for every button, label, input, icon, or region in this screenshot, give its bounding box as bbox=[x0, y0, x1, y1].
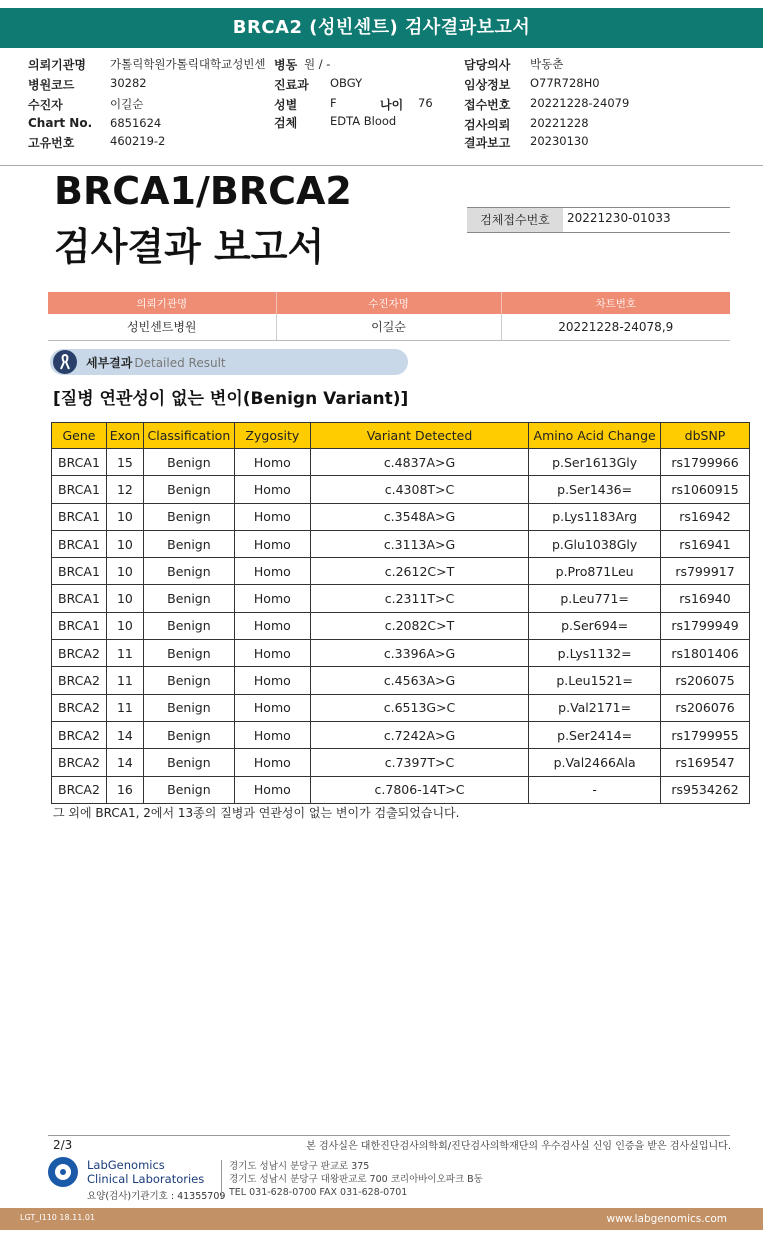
report-title-line1: BRCA1/BRCA2 bbox=[54, 169, 352, 213]
table-cell: rs1060915 bbox=[661, 476, 750, 503]
table-cell: c.4837A>G bbox=[310, 449, 528, 476]
table-cell: p.Ser694= bbox=[529, 612, 661, 639]
table-cell: rs206076 bbox=[661, 694, 750, 721]
doctor-label: 담당의사 bbox=[464, 58, 511, 72]
chart-value: 6851624 bbox=[110, 116, 162, 130]
hospital-code-value: 30282 bbox=[110, 76, 147, 90]
section-title-en: Detailed Result bbox=[134, 356, 226, 370]
table-cell: BRCA1 bbox=[52, 476, 107, 503]
address-line2: 경기도 성남시 분당구 대왕판교로 700 코리아바이오파크 B동 bbox=[229, 1174, 483, 1185]
patient-table-header: 의뢰기관명 bbox=[48, 292, 276, 314]
table-cell: BRCA1 bbox=[52, 558, 107, 585]
unique-label: 고유번호 bbox=[28, 136, 75, 150]
table-cell: Homo bbox=[234, 530, 310, 557]
table-cell: BRCA1 bbox=[52, 585, 107, 612]
section-title-ko: 세부결과 bbox=[86, 356, 133, 370]
ward-value: 원 / - bbox=[304, 57, 331, 71]
request-label: 검사의뢰 bbox=[464, 118, 511, 132]
table-cell: c.2082C>T bbox=[310, 612, 528, 639]
table-cell: Benign bbox=[143, 694, 234, 721]
table-cell: rs16941 bbox=[661, 530, 750, 557]
lab-code: 요양(검사)기관기호 : 41355709 bbox=[87, 1191, 226, 1202]
table-cell: c.4308T>C bbox=[310, 476, 528, 503]
footer-divider bbox=[48, 1135, 730, 1136]
table-cell: Homo bbox=[234, 667, 310, 694]
table-cell: BRCA2 bbox=[52, 694, 107, 721]
clinical-label: 임상정보 bbox=[464, 78, 511, 92]
patient-table-cell: 성빈센트병원 bbox=[48, 314, 276, 340]
table-cell: Homo bbox=[234, 721, 310, 748]
table-cell: 11 bbox=[106, 667, 143, 694]
table-row bbox=[52, 776, 750, 803]
table-cell: c.7397T>C bbox=[310, 749, 528, 776]
table-cell: Benign bbox=[143, 776, 234, 803]
table-cell: c.7242A>G bbox=[310, 721, 528, 748]
patient-table-header: 차트번호 bbox=[501, 292, 730, 314]
variant-table-header: Amino Acid Change bbox=[529, 423, 661, 449]
variant-table-header: Gene bbox=[52, 423, 107, 449]
table-row bbox=[52, 503, 750, 530]
table-cell: p.Lys1132= bbox=[529, 640, 661, 667]
table-cell: Homo bbox=[234, 749, 310, 776]
header-info bbox=[0, 48, 763, 166]
patient-table-cell: 이길순 bbox=[276, 314, 501, 340]
table-cell: Benign bbox=[143, 503, 234, 530]
variant-table-header: Zygosity bbox=[234, 423, 310, 449]
table-row bbox=[52, 694, 750, 721]
request-value: 20221228 bbox=[530, 116, 589, 130]
variant-table-header: Classification bbox=[143, 423, 234, 449]
website-link[interactable]: www.labgenomics.com bbox=[606, 1213, 727, 1225]
table-cell: c.3113A>G bbox=[310, 530, 528, 557]
lab-name-line1: LabGenomics bbox=[87, 1158, 165, 1172]
chart-label: Chart No. bbox=[28, 116, 93, 130]
table-cell: Benign bbox=[143, 585, 234, 612]
address-line1: 경기도 성남시 분당구 판교로 375 bbox=[229, 1161, 370, 1172]
table-cell: c.2612C>T bbox=[310, 558, 528, 585]
footer-vertical-divider bbox=[221, 1160, 222, 1198]
table-cell: p.Ser1613Gly bbox=[529, 449, 661, 476]
table-cell: rs16940 bbox=[661, 585, 750, 612]
hospital-code-label: 병원코드 bbox=[28, 78, 75, 92]
reception-label: 검체접수번호 bbox=[467, 208, 563, 232]
table-cell: Benign bbox=[143, 721, 234, 748]
specimen-label: 검체 bbox=[274, 116, 298, 130]
unique-value: 460219-2 bbox=[110, 134, 166, 148]
patient-table-header: 수진자명 bbox=[276, 292, 501, 314]
table-cell: BRCA2 bbox=[52, 721, 107, 748]
lab-address bbox=[229, 1160, 483, 1199]
table-row bbox=[52, 476, 750, 503]
table-cell: Benign bbox=[143, 449, 234, 476]
patient-label: 수진자 bbox=[28, 98, 63, 112]
table-cell: BRCA2 bbox=[52, 749, 107, 776]
table-cell: 14 bbox=[106, 721, 143, 748]
patient-value: 이길순 bbox=[110, 97, 144, 111]
bottom-bar bbox=[0, 1208, 763, 1230]
phone-line: TEL 031-628-0700 FAX 031-628-0701 bbox=[229, 1187, 408, 1198]
sex-value: F bbox=[330, 96, 337, 110]
table-cell: rs1799966 bbox=[661, 449, 750, 476]
lab-name bbox=[87, 1158, 204, 1186]
table-cell: 15 bbox=[106, 449, 143, 476]
variant-table-header: Variant Detected bbox=[310, 423, 528, 449]
table-cell: rs1799949 bbox=[661, 612, 750, 639]
table-cell: p.Leu1521= bbox=[529, 667, 661, 694]
table-row bbox=[52, 667, 750, 694]
table-cell: Benign bbox=[143, 612, 234, 639]
table-cell: Homo bbox=[234, 585, 310, 612]
table-cell: Homo bbox=[234, 694, 310, 721]
table-row bbox=[52, 612, 750, 639]
table-cell: c.3548A>G bbox=[310, 503, 528, 530]
table-cell: BRCA2 bbox=[52, 640, 107, 667]
table-cell: Benign bbox=[143, 749, 234, 776]
variant-table bbox=[51, 422, 750, 804]
table-cell: p.Leu771= bbox=[529, 585, 661, 612]
table-cell: rs16942 bbox=[661, 503, 750, 530]
table-cell: 10 bbox=[106, 612, 143, 639]
sex-label: 성별 bbox=[274, 98, 298, 112]
table-cell: Benign bbox=[143, 667, 234, 694]
clinical-value: O77R728H0 bbox=[530, 76, 600, 90]
table-cell: p.Ser2414= bbox=[529, 721, 661, 748]
table-cell: Homo bbox=[234, 612, 310, 639]
table-row bbox=[52, 449, 750, 476]
table-row bbox=[52, 749, 750, 776]
table-row bbox=[52, 640, 750, 667]
table-cell: p.Pro871Leu bbox=[529, 558, 661, 585]
table-cell: p.Glu1038Gly bbox=[529, 530, 661, 557]
table-row bbox=[52, 721, 750, 748]
table-cell: c.3396A>G bbox=[310, 640, 528, 667]
table-cell: rs1801406 bbox=[661, 640, 750, 667]
result-label: 결과보고 bbox=[464, 136, 511, 150]
table-cell: BRCA1 bbox=[52, 449, 107, 476]
age-value: 76 bbox=[418, 96, 433, 110]
variant-table-header: dbSNP bbox=[661, 423, 750, 449]
table-cell: 11 bbox=[106, 694, 143, 721]
institution-label: 의뢰기관명 bbox=[28, 58, 86, 72]
table-cell: rs206075 bbox=[661, 667, 750, 694]
table-cell: p.Val2466Ala bbox=[529, 749, 661, 776]
table-cell: 10 bbox=[106, 585, 143, 612]
table-cell: 10 bbox=[106, 503, 143, 530]
table-cell: 16 bbox=[106, 776, 143, 803]
footnote: 그 외에 BRCA1, 2에서 13종의 질병과 연관성이 없는 변이가 검출되었습니다. bbox=[53, 806, 460, 820]
table-cell: BRCA1 bbox=[52, 503, 107, 530]
table-cell: p.Val2171= bbox=[529, 694, 661, 721]
table-cell: p.Lys1183Arg bbox=[529, 503, 661, 530]
ward-label: 병동 bbox=[274, 58, 298, 72]
table-cell: Benign bbox=[143, 640, 234, 667]
table-cell: 14 bbox=[106, 749, 143, 776]
table-cell: rs1799955 bbox=[661, 721, 750, 748]
table-cell: BRCA1 bbox=[52, 612, 107, 639]
table-cell: Homo bbox=[234, 476, 310, 503]
table-cell: Homo bbox=[234, 449, 310, 476]
age-label: 나이 bbox=[380, 98, 404, 112]
table-cell: Homo bbox=[234, 503, 310, 530]
doctor-value: 박동춘 bbox=[530, 57, 564, 71]
page-number: 2/3 bbox=[53, 1138, 73, 1152]
reception-number-box bbox=[467, 207, 730, 233]
table-cell: Benign bbox=[143, 558, 234, 585]
lab-name-line2: Clinical Laboratories bbox=[87, 1172, 205, 1186]
receipt-label: 접수번호 bbox=[464, 98, 511, 112]
table-cell: 11 bbox=[106, 640, 143, 667]
table-cell: BRCA2 bbox=[52, 776, 107, 803]
result-value: 20230130 bbox=[530, 134, 589, 148]
reception-value: 20221230-01033 bbox=[567, 211, 671, 225]
table-cell: Homo bbox=[234, 558, 310, 585]
report-title-line2: 검사결과 보고서 bbox=[54, 225, 325, 269]
table-cell: c.6513G>C bbox=[310, 694, 528, 721]
table-row bbox=[52, 530, 750, 557]
receipt-value: 20221228-24079 bbox=[530, 96, 630, 110]
dept-label: 진료과 bbox=[274, 78, 309, 92]
table-row bbox=[52, 585, 750, 612]
table-cell: 10 bbox=[106, 558, 143, 585]
table-cell: rs169547 bbox=[661, 749, 750, 776]
table-cell: p.Ser1436= bbox=[529, 476, 661, 503]
benign-variant-heading: [질병 연관성이 없는 변이(Benign Variant)] bbox=[53, 389, 409, 409]
table-cell: 12 bbox=[106, 476, 143, 503]
form-code: LGT_I110 18.11.01 bbox=[20, 1213, 96, 1222]
table-cell: Homo bbox=[234, 776, 310, 803]
variant-table-header: Exon bbox=[106, 423, 143, 449]
specimen-value: EDTA Blood bbox=[330, 114, 397, 128]
table-row bbox=[52, 558, 750, 585]
table-cell: Benign bbox=[143, 476, 234, 503]
certification-text: 본 검사실은 대한진단검사의학회/진단검사의학재단의 우수검사실 신임 인증을 받은 검사실입니다. bbox=[306, 1141, 731, 1152]
table-cell: rs799917 bbox=[661, 558, 750, 585]
table-cell: BRCA2 bbox=[52, 667, 107, 694]
table-cell: Benign bbox=[143, 530, 234, 557]
report-title-bar: BRCA2 (성빈센트) 검사결과보고서 bbox=[0, 8, 763, 48]
detailed-result-section-header bbox=[50, 349, 408, 375]
institution-value: 가톨릭학원가톨릭대학교성빈센 bbox=[110, 57, 266, 71]
table-cell: c.2311T>C bbox=[310, 585, 528, 612]
table-cell: Homo bbox=[234, 640, 310, 667]
table-cell: rs9534262 bbox=[661, 776, 750, 803]
table-cell: c.4563A>G bbox=[310, 667, 528, 694]
dept-value: OBGY bbox=[330, 76, 363, 90]
ribbon-icon bbox=[53, 350, 77, 374]
logo-dot bbox=[60, 1169, 66, 1175]
patient-table-cell: 20221228-24078,9 bbox=[501, 314, 730, 340]
table-cell: c.7806-14T>C bbox=[310, 776, 528, 803]
patient-summary-table bbox=[48, 292, 730, 341]
table-cell: BRCA1 bbox=[52, 530, 107, 557]
table-cell: 10 bbox=[106, 530, 143, 557]
section-title bbox=[86, 354, 226, 371]
table-cell: - bbox=[529, 776, 661, 803]
